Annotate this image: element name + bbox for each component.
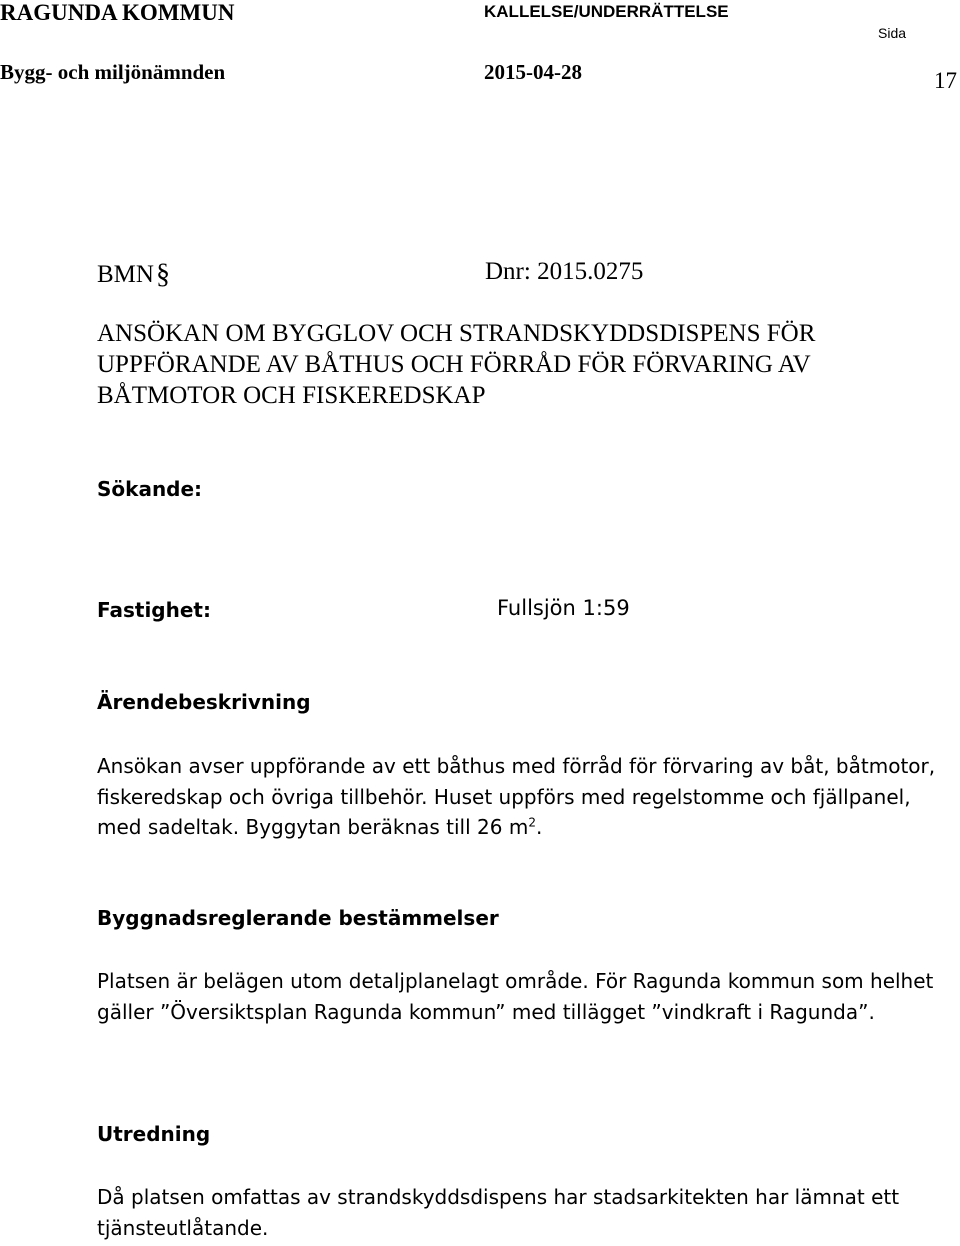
case-description-heading: Ärendebeskrivning	[97, 690, 311, 714]
committee-name: Bygg- och miljönämnden	[0, 60, 226, 84]
section-symbol: §	[155, 259, 170, 290]
property-label: Fastighet:	[97, 598, 211, 622]
property-value: Fullsjön 1:59	[497, 596, 630, 620]
case-title: ANSÖKAN OM BYGGLOV OCH STRANDSKYDDSDISPENS FÖR UPPFÖRANDE AV BÅTHUS OCH FÖRRÅD FÖR FÖRVARING AV BÅTMOTOR OCH FISKEREDSKAP	[97, 320, 816, 409]
registration-number: Dnr: 2015.0275	[485, 258, 644, 285]
organization-name: RAGUNDA KOMMUN	[0, 0, 235, 25]
investigation-heading: Utredning	[97, 1122, 211, 1146]
case-description-end: .	[535, 815, 543, 839]
case-description-body: Ansökan avser uppförande av ett båthus med förråd för förvaring av båt, båtmotor, fiskeredskap och övriga tillbehör. Huset uppförs med regelstomme och fjällpanel, med sadeltak. Byggytan beräknas till 26 m	[97, 754, 936, 839]
building-regulations-text: Platsen är belägen utom detaljplanelagt område. För Ragunda kommun som helhet gäller ”Översiktsplan Ragunda kommun” med tillägget ”vindkraft i Ragunda”.	[97, 969, 934, 1024]
case-reference	[97, 258, 170, 290]
document-type: KALLELSE/UNDERRÄTTELSE	[484, 2, 729, 21]
page-label: Sida	[878, 25, 907, 41]
investigation-text: Då platsen omfattas av strandskyddsdispens har stadsarkitekten har lämnat ett tjänsteutlåtande.	[97, 1185, 900, 1240]
applicant-label: Sökande:	[97, 477, 203, 501]
case-description-text	[97, 751, 937, 843]
committee-code: BMN	[97, 261, 154, 288]
area-unit-superscript: 2	[528, 815, 536, 830]
building-regulations-heading: Byggnadsreglerande bestämmelser	[97, 906, 499, 930]
page-number: 17	[934, 68, 957, 93]
meeting-date: 2015-04-28	[484, 60, 582, 84]
